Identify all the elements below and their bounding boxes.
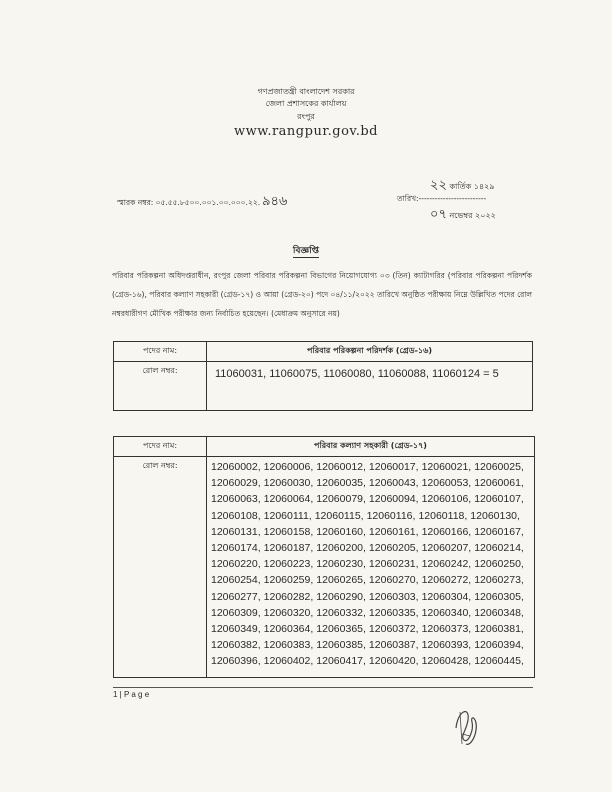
roll-number: 12060277,	[211, 590, 261, 603]
header-website: www.rangpur.gov.bd	[234, 124, 378, 139]
roll-number: 12060207,	[421, 542, 472, 555]
table-row	[114, 362, 533, 411]
roll-number: 12060265,	[316, 574, 366, 587]
roll-number: 12060167,	[474, 525, 524, 538]
roll-number: 12060373,	[421, 623, 472, 636]
roll-number: 12060108,	[211, 509, 261, 522]
roll-number: 12060094,	[368, 493, 419, 506]
roll-number: 12060385,	[316, 639, 366, 652]
roll-number: 12060364,	[263, 623, 314, 636]
roll-number: 12060118,	[418, 509, 468, 522]
header-district: রংপুর	[297, 112, 315, 121]
roll-number: 12060270,	[368, 574, 419, 587]
roll-number: 12060106,	[421, 493, 472, 506]
roll-number: 12060200,	[316, 542, 366, 555]
roll-number: 12060396,	[211, 655, 261, 668]
roll-number: 12060187,	[263, 542, 314, 555]
roll-number: 12060372,	[368, 623, 419, 636]
roll-number: 12060428,	[421, 655, 472, 668]
post-label: পদের নাম:	[114, 342, 207, 362]
roll-number: 12060061,	[474, 477, 524, 490]
roll-label: রোল নম্বর:	[114, 457, 207, 678]
roll-number: 12060116,	[366, 509, 416, 522]
footer-divider	[113, 687, 533, 688]
roll-number: 12060402,	[263, 655, 314, 668]
roll-number: 12060382,	[211, 639, 261, 652]
roll-number: 12060348,	[474, 606, 524, 619]
roll-number: 12060053,	[421, 477, 472, 490]
roll-number: 12060349,	[211, 623, 261, 636]
date-english	[430, 205, 496, 226]
roll-number: 12060174,	[211, 542, 261, 555]
roll-number: 12060012,	[316, 461, 366, 473]
roll-number: 12060063,	[211, 493, 261, 506]
roll-number: 12060131,	[211, 525, 261, 538]
post-name: পরিবার কল্যাণ সহকারী (গ্রেড-১৭)	[207, 437, 535, 457]
roll-number: 12060254,	[211, 574, 261, 587]
roll-number: 12060160,	[316, 525, 366, 538]
notice-body: পরিবার পরিকল্পনা অধিদপ্তরাধীন, রংপুর জেলা পরিবার পরিকল্পনা বিভাগের নিয়োগযোগ্য ০৩ (তিন) ক্যাটাগরির (পরিবার পরিকল্পনা পরিদর্শক (গ্রেড-১৬), পরিবার কল্যাণ সহকারী (গ্রেড-১৭) ও আয়া (গ্রেড-২০) পদে ০৪/১১/২০২২ তারিখে অনুষ্ঠিত পরীক্ষায় নিম্নে উল্লিখিত পদের রোল নম্বরধারীগণ মৌখিক পরীক্ষার জন্য নির্বাচিত হয়েছেন। (মেধাক্রম অনুসারে নয়)	[112, 271, 532, 318]
roll-number: 12060030,	[263, 477, 314, 490]
roll-number: 12060035,	[316, 477, 366, 490]
notice-heading	[0, 243, 612, 258]
page-number: 1 | P a g e	[113, 690, 150, 699]
roll-number: 12060214,	[474, 542, 524, 555]
roll-number: 12060006,	[263, 461, 314, 473]
roll-number: 12060130,	[470, 509, 520, 522]
roll-number: 12060303,	[368, 590, 419, 603]
roll-number: 12060304,	[421, 590, 472, 603]
roll-number: 12060025,	[474, 461, 524, 473]
roll-number: 12060340,	[421, 606, 472, 619]
roll-number: 12060158,	[263, 525, 314, 538]
roll-number: 12060220,	[211, 558, 261, 571]
roll-number: 12060029,	[211, 477, 261, 490]
roll-number: 12060259,	[263, 574, 314, 587]
roll-number: 12060230,	[316, 558, 366, 571]
memo-number	[117, 192, 287, 213]
roll-number: 12060387,	[368, 639, 419, 652]
roll-number: 12060205,	[368, 542, 419, 555]
roll-number: 12060335,	[368, 606, 419, 619]
roll-number: 12060381,	[474, 623, 524, 636]
notice-heading-text: বিজ্ঞপ্তি	[292, 246, 320, 256]
memo-label: স্মারক নম্বর:	[117, 198, 154, 207]
roll-table-welfare-assistant	[113, 436, 535, 678]
roll-number: 12060079,	[316, 493, 366, 506]
post-name: পরিবার পরিকল্পনা পরিদর্শক (গ্রেড-১৬)	[207, 342, 533, 362]
header-government: গণপ্রজাতন্ত্রী বাংলাদেশ সরকার	[257, 87, 355, 96]
signature	[448, 700, 488, 750]
roll-number: 12060107,	[474, 493, 524, 506]
post-label: পদের নাম:	[114, 437, 207, 457]
roll-number: 12060017,	[368, 461, 419, 473]
date-label: তারিখ:-------------------------	[397, 194, 487, 203]
roll-numbers	[207, 457, 535, 678]
roll-number: 12060002,	[211, 461, 261, 473]
roll-number: 12060309,	[211, 606, 261, 619]
roll-number: 12060417,	[316, 655, 366, 668]
roll-number: 12060394,	[474, 639, 524, 652]
roll-number: 12060290,	[316, 590, 366, 603]
roll-number: 12060223,	[263, 558, 314, 571]
date-english-month: নভেম্বর ২০২২	[449, 211, 496, 220]
memo-handwritten-number: ৯৪৬	[262, 194, 288, 209]
roll-number: 12060064,	[263, 493, 314, 506]
table-row	[114, 342, 533, 362]
roll-number: 12060365,	[316, 623, 366, 636]
roll-number: 12060242,	[421, 558, 472, 571]
roll-number: 12060231,	[368, 558, 419, 571]
roll-number: 12060383,	[263, 639, 314, 652]
roll-number: 12060272,	[421, 574, 472, 587]
date-bangla-day: ২২	[430, 178, 447, 193]
roll-number: 12060305,	[474, 590, 524, 603]
roll-number: 12060021,	[421, 461, 472, 473]
roll-table-inspector	[113, 341, 533, 411]
date-bangla-month: কার্তিক ১৪২৯	[449, 182, 495, 191]
memo-number-value: ০৫.৫৫.৮৫০০.০০১.০০.০০০.২২.	[155, 198, 261, 207]
roll-number: 12060420,	[368, 655, 419, 668]
roll-number: 12060320,	[263, 606, 314, 619]
roll-number: 12060273,	[474, 574, 524, 587]
roll-number: 12060445,	[474, 655, 524, 668]
table-row	[114, 437, 535, 457]
roll-number: 12060111,	[263, 509, 312, 522]
date-english-day: ০৭	[430, 207, 447, 222]
roll-numbers: 11060031, 11060075, 11060080, 11060088, 11060124 = 5	[207, 362, 533, 411]
roll-number: 12060250,	[474, 558, 524, 571]
roll-number: 12060282,	[263, 590, 314, 603]
header-office: জেলা প্রশাসকের কার্যালয়	[265, 99, 347, 108]
roll-number: 12060332,	[316, 606, 366, 619]
roll-number: 12060393,	[421, 639, 472, 652]
roll-number: 12060115,	[314, 509, 364, 522]
table-row	[114, 457, 535, 678]
roll-label: রোল নম্বর:	[114, 362, 207, 411]
roll-number: 12060043,	[368, 477, 419, 490]
roll-number: 12060161,	[368, 525, 419, 538]
roll-number: 12060166,	[421, 525, 472, 538]
